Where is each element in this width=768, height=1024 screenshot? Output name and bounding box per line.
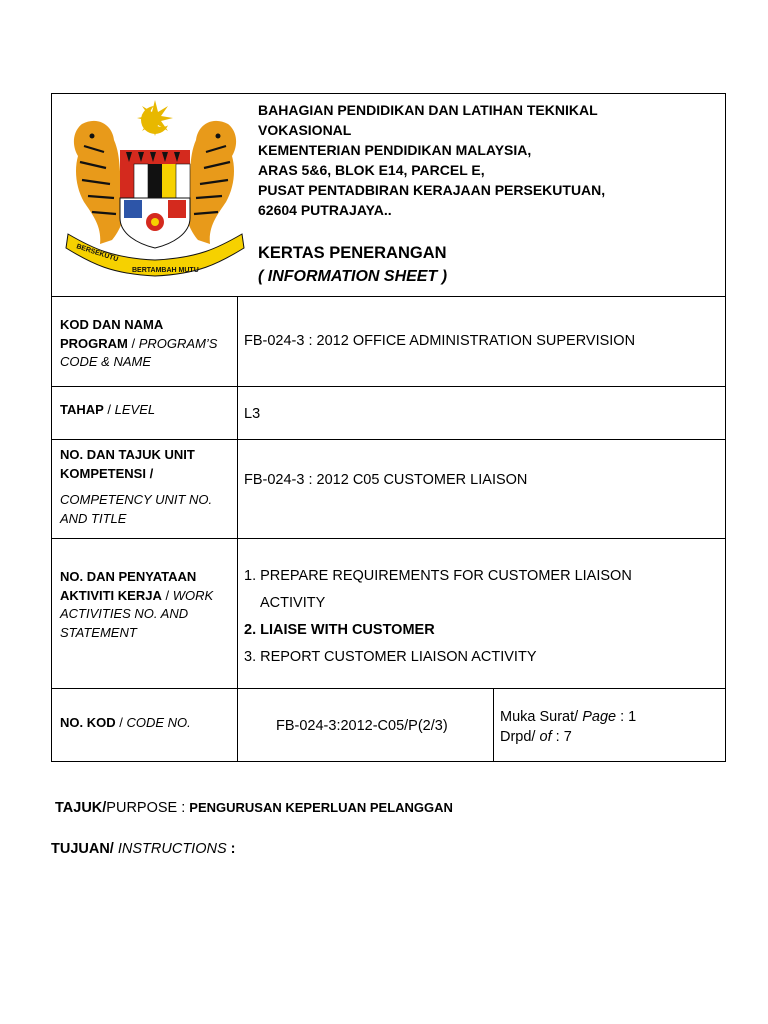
address-line: PUSAT PENTADBIRAN KERAJAAN PERSEKUTUAN, bbox=[258, 182, 606, 198]
malaysia-coat-of-arms-icon bbox=[62, 98, 248, 280]
document-title: KERTAS PENERANGAN bbox=[258, 244, 447, 262]
level-value: L3 bbox=[244, 406, 261, 422]
address-line: ARAS 5&6, BLOK E14, PARCEL E, bbox=[258, 162, 485, 178]
activity-item: 3. REPORT CUSTOMER LIAISON ACTIVITY bbox=[244, 649, 537, 665]
program-value: FB-024-3 : 2012 OFFICE ADMINISTRATION SUPERVISION bbox=[244, 333, 636, 349]
competency-unit-value: FB-024-3 : 2012 C05 CUSTOMER LIAISON bbox=[244, 472, 528, 488]
work-activities-label: NO. DAN PENYATAAN AKTIVITI KERJA / WORK ACTIVITIES NO. AND STATEMENT bbox=[60, 569, 214, 640]
instructions-line: TUJUAN/ INSTRUCTIONS : bbox=[51, 841, 236, 857]
ribbon-left-text: BERSEKUTU bbox=[75, 243, 119, 264]
level-row bbox=[52, 387, 725, 440]
activity-item-continuation: ACTIVITY bbox=[260, 595, 326, 611]
code-value: FB-024-3:2012-C05/P(2/3) bbox=[276, 718, 448, 734]
program-label: KOD DAN NAMA PROGRAM / PROGRAM’S CODE & NAME bbox=[60, 317, 218, 369]
address-line: BAHAGIAN PENDIDIKAN DAN LATIHAN TEKNIKAL bbox=[258, 102, 598, 118]
document-subtitle: ( INFORMATION SHEET ) bbox=[258, 268, 448, 285]
ribbon-bottom-text: BERTAMBAH MUTU bbox=[132, 267, 199, 274]
level-label: TAHAP / LEVEL bbox=[60, 402, 156, 417]
address-line: VOKASIONAL bbox=[258, 122, 352, 138]
competency-unit-row bbox=[52, 440, 725, 539]
competency-unit-label: NO. DAN TAJUK UNIT KOMPETENSI / COMPETENCY UNIT NO. AND TITLE bbox=[60, 447, 213, 526]
information-sheet-table bbox=[51, 93, 726, 762]
work-activities-row bbox=[52, 539, 725, 689]
program-row bbox=[52, 297, 725, 387]
address-line: 62604 PUTRAJAYA.. bbox=[258, 202, 392, 218]
purpose-line: TAJUK/PURPOSE : PENGURUSAN KEPERLUAN PELANGGAN bbox=[55, 800, 453, 816]
work-activities-list bbox=[244, 563, 632, 671]
address-line: KEMENTERIAN PENDIDIKAN MALAYSIA, bbox=[258, 142, 532, 158]
page-info bbox=[500, 707, 636, 747]
page-number: Muka Surat/ Page : 1 bbox=[500, 709, 637, 725]
header-section bbox=[52, 94, 725, 297]
code-row bbox=[52, 689, 725, 761]
activity-item: 1. PREPARE REQUIREMENTS FOR CUSTOMER LIAISON bbox=[244, 568, 632, 584]
activity-item-current: 2. LIAISE WITH CUSTOMER bbox=[244, 622, 435, 638]
address-block bbox=[258, 100, 605, 220]
page-total: Drpd/ of : 7 bbox=[500, 729, 572, 745]
code-label: NO. KOD / CODE NO. bbox=[60, 715, 191, 730]
